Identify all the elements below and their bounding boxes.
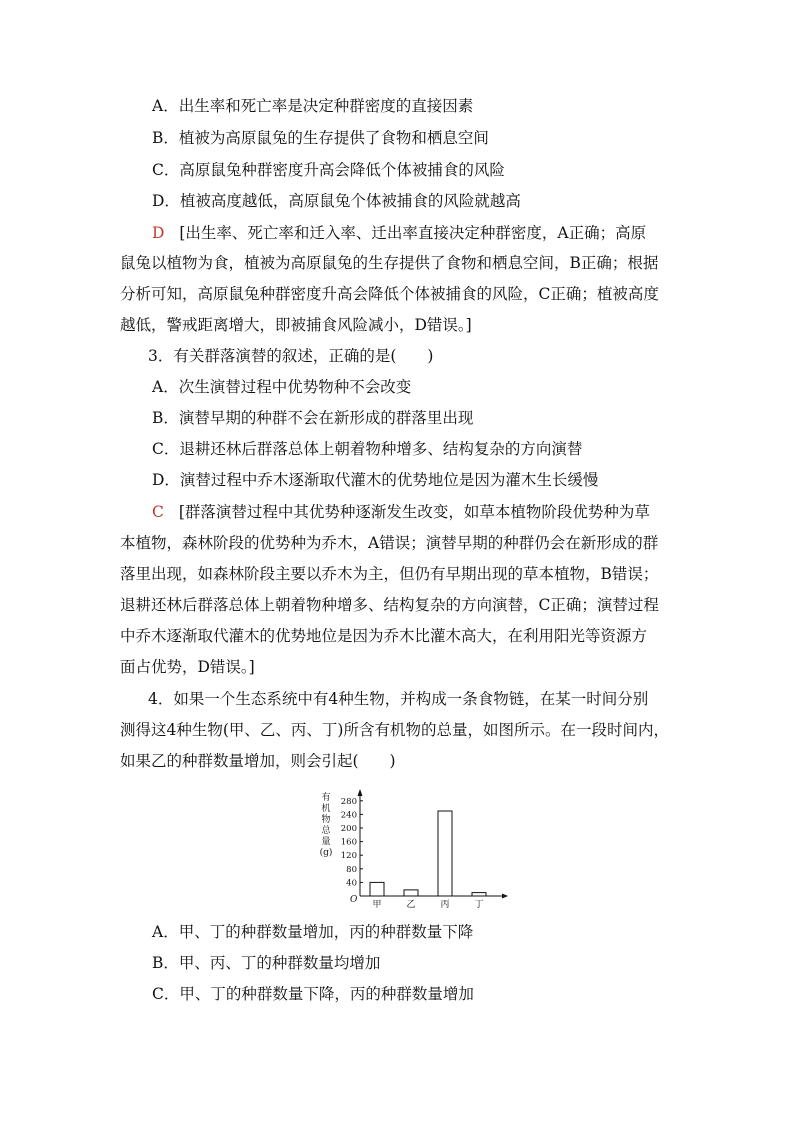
bar-1 xyxy=(370,882,384,896)
q4-stem-line-1: 4．如果一个生态系统中有4种生物，并构成一条食物链，在某一时间分别 xyxy=(148,690,649,708)
q2-answer-line-3: 分析可知，高原鼠兔种群密度升高会降低个体被捕食的风险，C正确；植被高度 xyxy=(120,285,659,303)
y-axis-label-char: (g) xyxy=(319,848,333,858)
category-labels xyxy=(372,899,483,910)
y-tick-label: 280 xyxy=(340,796,357,807)
q4-stem-line-2: 测得这4种生物(甲、乙、丙、丁)所含有机物的总量，如图所示。在一段时间内， xyxy=(120,721,669,739)
q4-option-b: B．甲、丙、丁的种群数量均增加 xyxy=(152,954,381,972)
q3-answer-line-4: 退耕还林后群落总体上朝着物种增多、结构复杂的方向演替，C正确；演替过程 xyxy=(120,596,659,614)
q2-answer-line-1 xyxy=(152,223,646,243)
q3-option-c: C．退耕还林后群落总体上朝着物种增多、结构复杂的方向演替 xyxy=(152,440,583,458)
q2-option-d: D．植被高度越低，高原鼠兔个体被捕食的风险就越高 xyxy=(152,192,521,210)
q3-answer-letter: C xyxy=(152,503,164,521)
y-axis-label-char: 机 xyxy=(321,804,331,814)
q3-answer-line-2: 本植物，森林阶段的优势种为乔木，A错误；演替早期的种群仍会在新形成的群 xyxy=(120,534,659,552)
y-tick-label: 40 xyxy=(346,878,357,889)
q3-answer-text: [群落演替过程中其优势种逐渐发生改变，如草本植物阶段优势种为草 xyxy=(178,503,650,521)
q2-answer-line-2: 鼠兔以植物为食，植被为高原鼠兔的生存提供了食物和栖息空间，B正确；根据 xyxy=(120,254,659,272)
x-axis-arrow xyxy=(502,894,508,899)
q2-option-a: A．出生率和死亡率是决定种群密度的直接因素 xyxy=(152,97,474,115)
q2-answer-text: [出生率、死亡率和迁入率、迁出率直接决定种群密度，A正确；高原 xyxy=(179,224,647,242)
q3-option-b: B．演替早期的种群不会在新形成的群落里出现 xyxy=(152,409,474,427)
q2-answer-line-4: 越低，警戒距离增大，即被捕食风险减小，D错误。] xyxy=(120,316,472,334)
q2-option-c: C．高原鼠兔种群密度升高会降低个体被捕食的风险 xyxy=(152,161,505,179)
category-label: 甲 xyxy=(372,900,382,910)
y-tick-label: 160 xyxy=(340,837,357,848)
q2-option-b: B．植被为高原鼠兔的生存提供了食物和栖息空间 xyxy=(152,129,489,147)
y-axis-label-char: 量 xyxy=(321,837,331,847)
q3-answer-line-5: 中乔木逐渐取代灌木的优势地位是因为乔木比灌木高大，在利用阳光等资源方 xyxy=(120,627,648,645)
y-axis-arrow xyxy=(358,789,363,796)
q4-option-a: A．甲、丁的种群数量增加，丙的种群数量下降 xyxy=(152,923,474,941)
y-axis-label-char: 有 xyxy=(321,793,331,803)
category-label: 丙 xyxy=(440,900,450,910)
q3-option-a: A．次生演替过程中优势物种不会改变 xyxy=(152,378,412,396)
bar-4 xyxy=(472,893,486,896)
bar-3 xyxy=(438,811,452,896)
q3-answer-line-6: 面占优势，D错误。] xyxy=(120,658,255,676)
q2-answer-letter: D xyxy=(152,224,165,242)
q3-option-d: D．演替过程中乔木逐渐取代灌木的优势地位是因为灌木生长缓慢 xyxy=(152,471,599,489)
q3-answer-line-1 xyxy=(152,502,650,522)
y-tick-label: 240 xyxy=(340,810,357,821)
organic-matter-bar-chart xyxy=(318,786,508,910)
origin-label: O xyxy=(350,895,358,905)
q3-answer-line-3: 落里出现，如森林阶段主要以乔木为主，但仍有早期出现的草本植物，B错误； xyxy=(120,565,659,583)
q4-stem-line-3: 如果乙的种群数量增加，则会引起( ) xyxy=(120,752,396,770)
q3-stem: 3．有关群落演替的叙述，正确的是( ) xyxy=(148,347,434,365)
y-axis-label-char: 总 xyxy=(321,826,331,836)
q4-option-c: C．甲、丁的种群数量下降，丙的种群数量增加 xyxy=(152,985,474,1003)
bars xyxy=(370,811,486,896)
y-axis-label-char: 物 xyxy=(321,815,331,825)
y-tick-label: 80 xyxy=(346,864,357,875)
y-axis-label xyxy=(320,791,333,858)
category-label: 乙 xyxy=(406,900,416,910)
category-label: 丁 xyxy=(474,900,484,910)
y-tick-label: 200 xyxy=(340,824,357,834)
bar-2 xyxy=(404,890,418,896)
y-tick-label: 120 xyxy=(340,851,357,862)
